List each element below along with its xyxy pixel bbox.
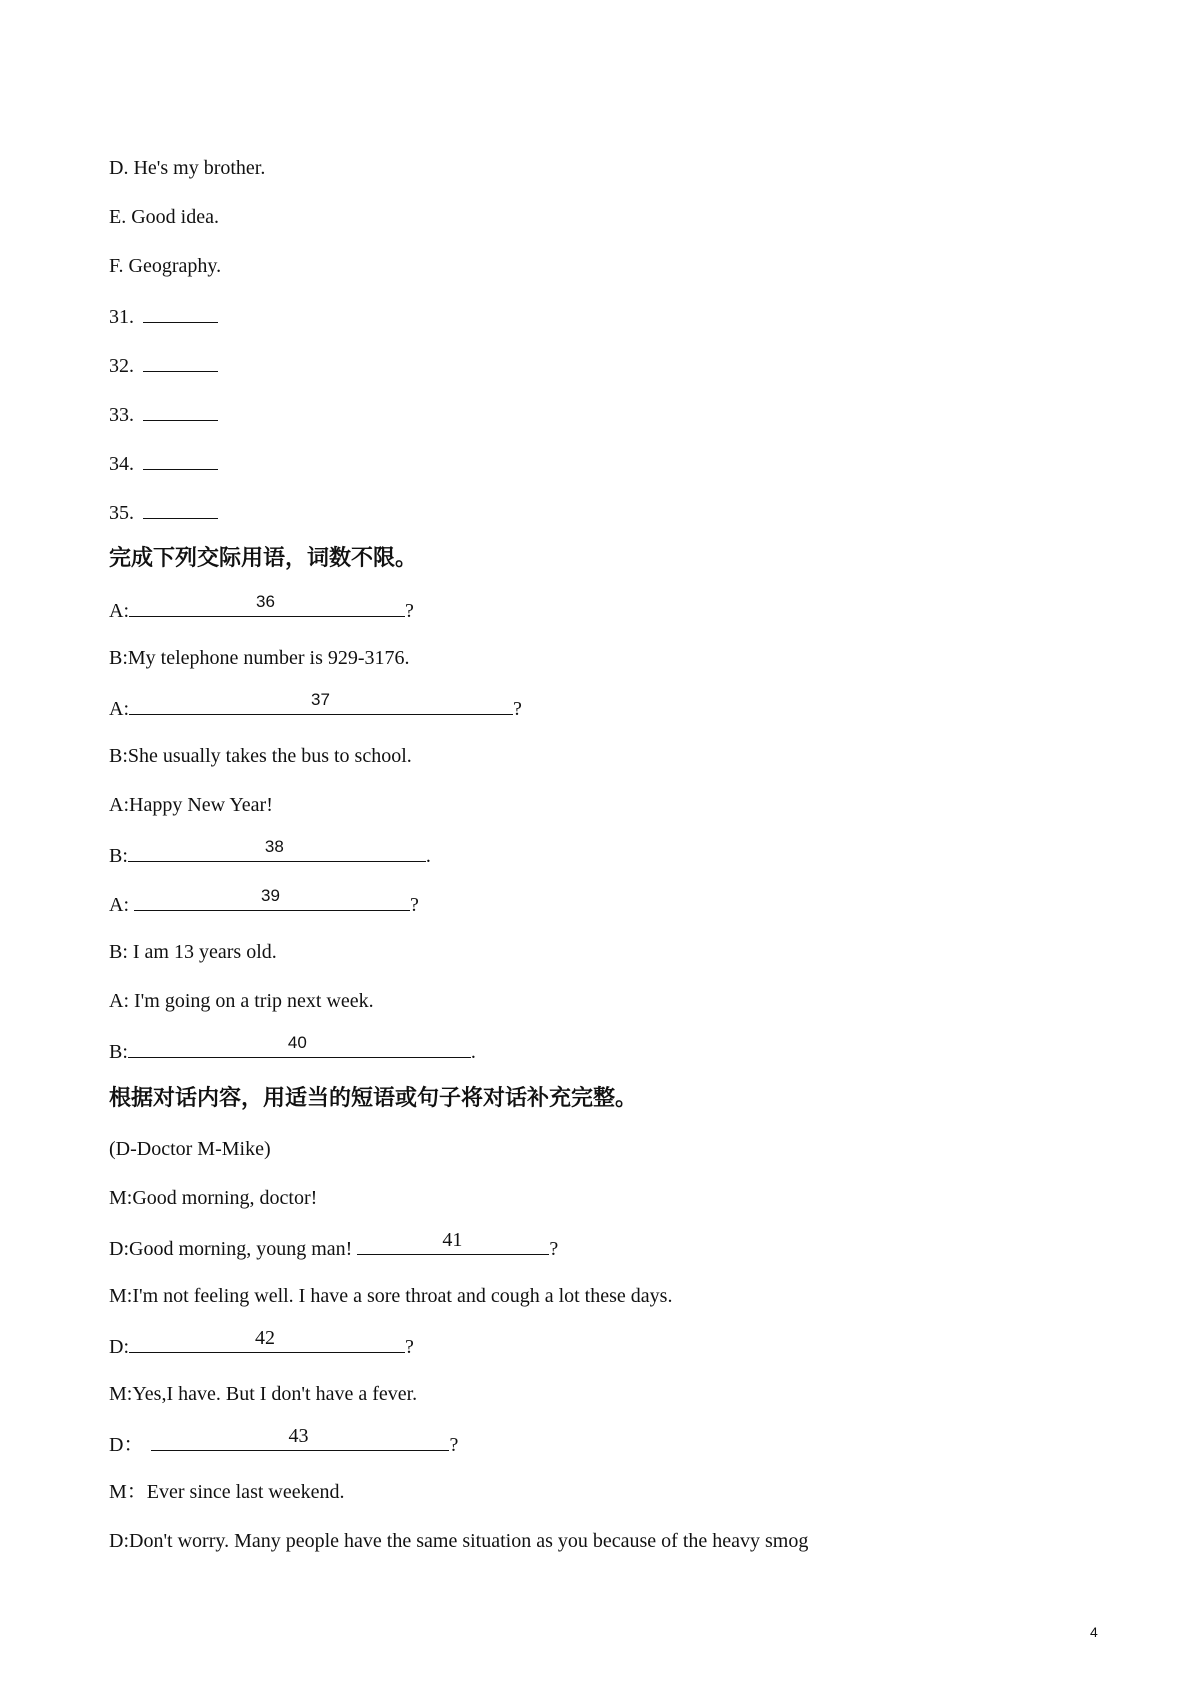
punctuation: . — [470, 1041, 476, 1063]
dialogue-line — [109, 1327, 414, 1360]
fill-blank-40[interactable] — [128, 1033, 471, 1058]
option-f: F. Geography. — [109, 255, 222, 277]
blank-number: 42 — [255, 1327, 275, 1349]
fill-blank-39[interactable] — [134, 886, 410, 911]
dialogue-line — [109, 837, 431, 869]
blank-number: 43 — [288, 1425, 309, 1447]
answer-line-33 — [109, 400, 218, 428]
fill-blank-38[interactable] — [128, 837, 426, 862]
option-d: D. He's my brother. — [109, 157, 266, 179]
answer-line-35 — [109, 498, 218, 526]
speaker-label: A: — [109, 894, 134, 916]
punctuation: ? — [549, 1238, 559, 1260]
answer-line-34 — [109, 449, 218, 477]
dialogue-line: B:She usually takes the bus to school. — [109, 745, 412, 767]
blank-number: 37 — [311, 690, 330, 709]
speaker-label: D: — [109, 1336, 129, 1358]
blank-number: 39 — [261, 886, 280, 905]
option-e: E. Good idea. — [109, 206, 219, 228]
dialogue-legend: (D-Doctor M-Mike) — [109, 1138, 271, 1160]
fill-blank-43[interactable] — [151, 1425, 449, 1451]
dialogue-line: M:Yes,I have. But I don't have a fever. — [109, 1383, 418, 1405]
speaker-label: A: — [109, 600, 129, 622]
dialogue-line — [109, 1425, 459, 1458]
dialogue-line — [109, 886, 419, 918]
answer-blank[interactable] — [143, 351, 218, 372]
punctuation: ? — [410, 894, 419, 916]
speaker-label: D:Good morning, young man! — [109, 1238, 358, 1260]
dialogue-line: B:My telephone number is 929-3176. — [109, 647, 410, 669]
speaker-label: A: — [109, 698, 129, 720]
speaker-label: D： — [109, 1434, 144, 1456]
blank-number: 38 — [264, 837, 284, 856]
fill-blank-42[interactable] — [129, 1327, 405, 1353]
answer-number: 33. — [109, 404, 134, 426]
punctuation: ? — [513, 698, 522, 720]
answer-number: 32. — [109, 355, 134, 377]
dialogue-line — [109, 1033, 476, 1065]
dialogue-line: A:Happy New Year! — [109, 794, 273, 816]
fill-blank-36[interactable] — [129, 592, 405, 617]
dialogue-line: M：Ever since last weekend. — [109, 1481, 345, 1503]
dialogue-line: A: I'm going on a trip next week. — [109, 990, 374, 1012]
speaker-label: B: — [109, 845, 128, 867]
fill-blank-37[interactable] — [129, 690, 513, 715]
answer-blank[interactable] — [143, 302, 218, 323]
dialogue-line — [109, 1229, 559, 1262]
answer-line-32 — [109, 351, 218, 379]
dialogue-line: D:Don't worry. Many people have the same situation as you because of the heavy smog — [109, 1530, 809, 1552]
answer-number: 31. — [109, 306, 134, 328]
answer-line-31 — [109, 302, 218, 330]
punctuation: ? — [405, 1336, 414, 1358]
dialogue-line: M:I'm not feeling well. I have a sore throat and cough a lot these days. — [109, 1285, 673, 1307]
dialogue-line — [109, 690, 522, 722]
dialogue-line — [109, 592, 414, 624]
answer-number: 35. — [109, 502, 134, 524]
page-number: 4 — [1090, 1624, 1098, 1640]
blank-number: 40 — [287, 1033, 307, 1052]
speaker-label: B: — [109, 1041, 128, 1063]
answer-blank[interactable] — [143, 498, 218, 519]
punctuation: ? — [405, 600, 414, 622]
answer-blank[interactable] — [143, 449, 218, 470]
section-heading: 根据对话内容，用适当的短语或句子将对话补充完整。 — [109, 1086, 638, 1111]
punctuation: . — [425, 845, 431, 867]
fill-blank-41[interactable] — [357, 1229, 549, 1255]
blank-number: 41 — [442, 1229, 463, 1251]
dialogue-line: B: I am 13 years old. — [109, 941, 277, 963]
dialogue-line: M:Good morning, doctor! — [109, 1187, 318, 1209]
answer-number: 34. — [109, 453, 134, 475]
punctuation: ? — [449, 1434, 459, 1456]
section-heading: 完成下列交际用语，词数不限。 — [109, 546, 418, 571]
answer-blank[interactable] — [143, 400, 218, 421]
blank-number: 36 — [256, 592, 275, 611]
